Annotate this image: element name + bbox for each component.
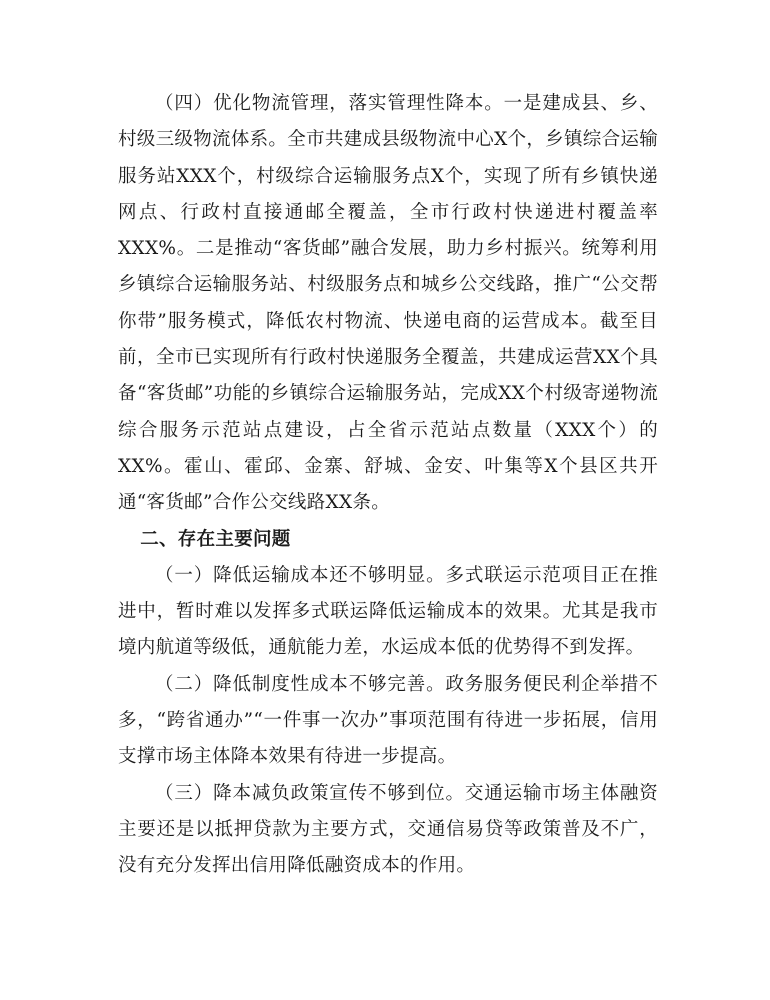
document-page [118, 86, 658, 885]
section-heading: 二、存在主要问题 [140, 528, 291, 550]
logistics-paragraph: （四）优化物流管理，落实管理性降本。一是建成县、乡、村级三级物流体系。全市共建成县级物流中心X个，乡镇综合运输服务站XXX个，村级综合运输服务点X个，实现了所有乡镇快递网点、行政村直接通邮全覆盖，全市行政村快递进村覆盖率XXX%。二是推动“客货邮”融合发展，助力乡村振兴。统筹利用乡镇综合运输服务站、村级服务点和城乡公交线路，推广“公交帮你带”服务模式，降低农村物流、快递电商的运营成本。截至目前，全市已实现所有行政村快递服务全覆盖，共建成运营XX个具备“客货邮”功能的乡镇综合运输服务站，完成XX个村级寄递物流综合服务示范站点建设，占全省示范站点数量（XXX个）的XX%。霍山、霍邱、金寨、舒城、金安、叶集等X个县区共开通“客货邮”合作公交线路XX条。 [118, 93, 658, 514]
problem-paragraph-2: （二）降低制度性成本不够完善。政务服务便民利企举措不多，“跨省通办”“一件事一次办”事项范围有待进一步拓展，信用支撑市场主体降本效果有待进一步提高。 [118, 673, 658, 768]
problem-paragraph-3: （三）降本减负政策宣传不够到位。交通运输市场主体融资主要还是以抵押贷款为主要方式，交通信易贷等政策普及不广，没有充分发挥出信用降低融资成本的作用。 [118, 782, 658, 877]
problem-paragraph-1: （一）降低运输成本还不够明显。多式联运示范项目正在推进中，暂时难以发挥多式联运降低运输成本的效果。尤其是我市境内航道等级低，通航能力差，水运成本低的优势得不到发挥。 [118, 564, 658, 659]
